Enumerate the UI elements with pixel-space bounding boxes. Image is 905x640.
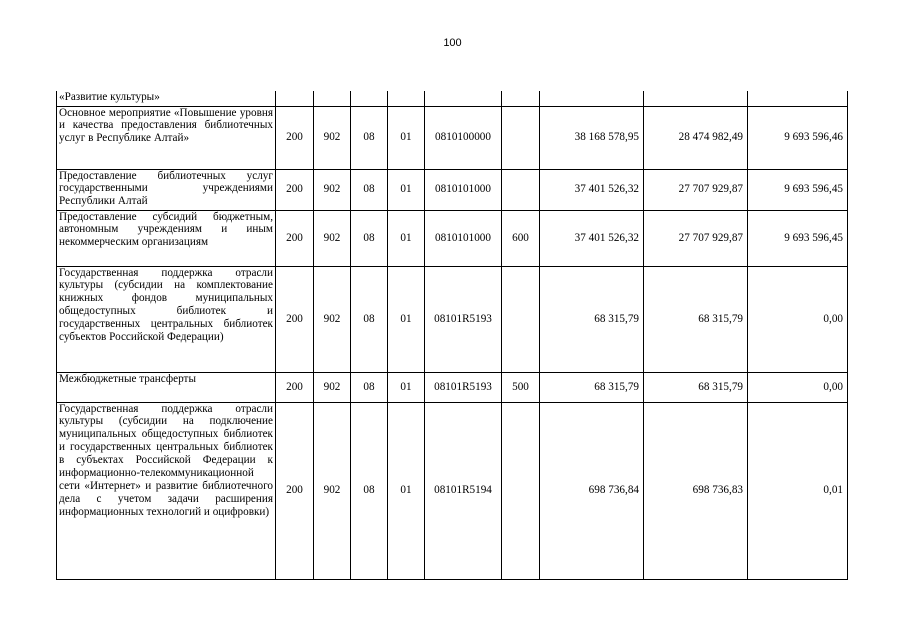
ministry-code-cell xyxy=(314,91,351,106)
ministry-code-cell: 902 xyxy=(314,402,351,579)
amount-federal-cell: 68 315,79 xyxy=(644,372,748,402)
program-name-cell: Предоставление библиотечных услуг государственными учреждениями Республики Алтай xyxy=(57,169,276,210)
section-cell: 08 xyxy=(351,372,388,402)
amount-total-cell: 698 736,84 xyxy=(540,402,644,579)
subsection-cell: 01 xyxy=(388,169,425,210)
amount-federal-cell xyxy=(644,91,748,106)
amount-total-cell: 68 315,79 xyxy=(540,266,644,372)
table-row xyxy=(57,210,848,266)
subsection-cell: 01 xyxy=(388,210,425,266)
gp-code-cell: 200 xyxy=(276,372,314,402)
table-row xyxy=(57,91,848,106)
expense-type-cell xyxy=(502,91,540,106)
amount-regional-cell: 9 693 596,46 xyxy=(748,106,848,169)
program-name-cell: «Развитие культуры» xyxy=(57,91,276,106)
gp-code-cell xyxy=(276,91,314,106)
amount-total-cell: 37 401 526,32 xyxy=(540,169,644,210)
expense-type-cell xyxy=(502,266,540,372)
amount-regional-cell: 0,01 xyxy=(748,402,848,579)
target-article-cell xyxy=(425,91,502,106)
expense-type-cell xyxy=(502,169,540,210)
target-article-cell: 08101R5194 xyxy=(425,402,502,579)
page-number: 100 xyxy=(443,37,462,49)
amount-federal-cell: 68 315,79 xyxy=(644,266,748,372)
amount-regional-cell: 9 693 596,45 xyxy=(748,210,848,266)
program-name-cell: Предоставление субсидий бюджетным, автономным учреждениям и иным некоммерческим организациям xyxy=(57,210,276,266)
table-row xyxy=(57,169,848,210)
expense-type-cell xyxy=(502,402,540,579)
target-article-cell: 0810101000 xyxy=(425,210,502,266)
program-name-cell: Государственная поддержка отрасли культуры (субсидии на комплектование книжных фондов муниципальных общедоступных библиотек и государственных центральных библиотек субъектов Российской Федерации) xyxy=(57,266,276,372)
ministry-code-cell: 902 xyxy=(314,169,351,210)
budget-table xyxy=(56,91,848,580)
program-name-cell: Государственная поддержка отрасли культуры (субсидии на подключение муниципальных общедоступных библиотек и государственных центральных библиотек в субъектах Российской Федерации к информационно-телекоммуникационной сети «Интернет» и развитие библиотечного дела с учетом задачи расширения информационных технологий и оцифровки) xyxy=(57,402,276,579)
subsection-cell: 01 xyxy=(388,402,425,579)
gp-code-cell: 200 xyxy=(276,402,314,579)
expense-type-cell: 600 xyxy=(502,210,540,266)
ministry-code-cell: 902 xyxy=(314,372,351,402)
table-row xyxy=(57,372,848,402)
amount-total-cell: 38 168 578,95 xyxy=(540,106,644,169)
target-article-cell: 08101R5193 xyxy=(425,266,502,372)
subsection-cell: 01 xyxy=(388,266,425,372)
amount-federal-cell: 27 707 929,87 xyxy=(644,169,748,210)
target-article-cell: 0810101000 xyxy=(425,169,502,210)
section-cell: 08 xyxy=(351,402,388,579)
amount-regional-cell: 9 693 596,45 xyxy=(748,169,848,210)
section-cell: 08 xyxy=(351,266,388,372)
target-article-cell: 08101R5193 xyxy=(425,372,502,402)
table-row xyxy=(57,266,848,372)
amount-total-cell xyxy=(540,91,644,106)
table-row xyxy=(57,402,848,579)
amount-regional-cell: 0,00 xyxy=(748,266,848,372)
gp-code-cell: 200 xyxy=(276,169,314,210)
section-cell: 08 xyxy=(351,169,388,210)
section-cell xyxy=(351,91,388,106)
subsection-cell xyxy=(388,91,425,106)
ministry-code-cell: 902 xyxy=(314,106,351,169)
expense-type-cell xyxy=(502,106,540,169)
expense-type-cell: 500 xyxy=(502,372,540,402)
gp-code-cell: 200 xyxy=(276,106,314,169)
amount-federal-cell: 698 736,83 xyxy=(644,402,748,579)
ministry-code-cell: 902 xyxy=(314,266,351,372)
program-name-cell: Основное мероприятие «Повышение уровня и качества предоставления библиотечных услуг в Республике Алтай» xyxy=(57,106,276,169)
target-article-cell: 0810100000 xyxy=(425,106,502,169)
amount-total-cell: 37 401 526,32 xyxy=(540,210,644,266)
subsection-cell: 01 xyxy=(388,106,425,169)
gp-code-cell: 200 xyxy=(276,266,314,372)
ministry-code-cell: 902 xyxy=(314,210,351,266)
section-cell: 08 xyxy=(351,106,388,169)
table-row xyxy=(57,106,848,169)
amount-federal-cell: 28 474 982,49 xyxy=(644,106,748,169)
program-name-cell: Межбюджетные трансферты xyxy=(57,372,276,402)
gp-code-cell: 200 xyxy=(276,210,314,266)
section-cell: 08 xyxy=(351,210,388,266)
amount-regional-cell: 0,00 xyxy=(748,372,848,402)
amount-total-cell: 68 315,79 xyxy=(540,372,644,402)
subsection-cell: 01 xyxy=(388,372,425,402)
amount-federal-cell: 27 707 929,87 xyxy=(644,210,748,266)
amount-regional-cell xyxy=(748,91,848,106)
